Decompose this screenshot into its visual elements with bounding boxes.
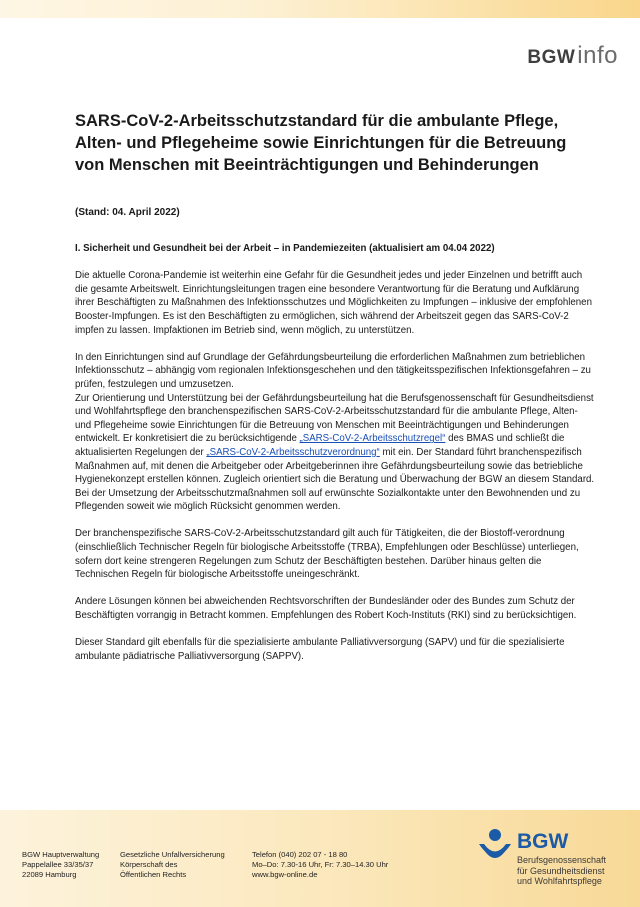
logo-subtitle-line: für Gesundheitsdienst <box>517 865 605 876</box>
footer-phone: Telefon (040) 202 07 - 18 80 <box>252 850 348 859</box>
top-decorative-band <box>0 0 640 18</box>
paragraph-2: In den Einrichtungen sind auf Grundlage der Gefährdungsbeurteilung die erforderlichen Maßnahmen zum betrieblichen Infektionsschutz – abhängig vom regionalen Infektionsgeschehen und den tätigkeitsspezifischen Infektionsgefahren – zu prüfen, festzulegen und umzusetzen. <box>75 351 591 390</box>
logo-wordmark: BGW <box>517 830 569 853</box>
footer-address-line: 22089 Hamburg <box>22 870 77 879</box>
document-title: SARS-CoV-2-Arbeitsschutzstandard für die ambulante Pflege, Alten- und Pflegeheime sowie Einrichtungen für die Betreuung von Menschen mit Beeinträchtigungen und Behinderungen <box>75 112 567 174</box>
paragraph-3-text-b: des BMAS und schließt die aktualisierten Regelungen der <box>75 433 565 458</box>
document-date: (Stand: 04. April 2022) <box>75 207 180 218</box>
logo-subtitle <box>517 855 606 887</box>
brand-light-text: info <box>577 42 618 69</box>
paragraph-5: Andere Lösungen können bei abweichenden Rechtsvorschriften der Bundesländer oder des Bundes zum Schutz der Beschäftigten vorrangig in Betracht kommen. Empfehlungen des Robert Koch-Instituts (RKI) sind zu berücksichtigen. <box>75 596 577 622</box>
footer-legal-line: Körperschaft des <box>120 860 178 869</box>
paragraph-3 <box>75 392 595 514</box>
footer-contact <box>252 850 388 880</box>
bgw-info-brand <box>527 42 618 70</box>
footer-address <box>22 850 99 880</box>
paragraph-1: Die aktuelle Corona-Pandemie ist weiterhin eine Gefahr für die Gesundheit jedes und jeder Einzelnen und betrifft auch die gesamte Arbeitswelt. Einrichtungsleitungen tragen eine besondere Verantwortung für die Beratung und Aufklärung ihrer Beschäftigten zu Maßnahmen des Infektionsschutzes und Möglichkeiten zu Impfungen – inklusive der empfohlenen Booster-Impfungen. Es ist den Beschäftigten zu ermöglichen, sich während der Arbeitszeit gegen das SARS-CoV-2 impfen zu lassen. Impfaktionen im Betrieb sind, wenn möglich, zu unterstützen. <box>75 270 592 336</box>
footer-legal <box>120 850 225 880</box>
paragraph-4: Der branchenspezifische SARS-CoV-2-Arbeitsschutzstandard gilt auch für Tätigkeiten, die der Biostoff-verordnung (einschließlich Technischer Regeln für biologische Arbeitsstoffe (TRBA), Empfehlungen oder Beschlüsse) unterliegen, sofern dort keine strengeren Regelungen zum Schutz der Beschäftigten bestehen. Darüber hinaus gelten die Technischen Regeln für biologische Arbeitsstoffe uneingeschränkt. <box>75 528 579 581</box>
bgw-logo <box>477 828 627 890</box>
paragraph-3-text-c: mit ein. Der Standard führt branchenspezifisch Maßnahmen auf, mit denen die Arbeitgeber oder Arbeitgeberinnen ihre Gefährdungsbeurteilung sowie das betriebliche Hygienekonzept erstellen können. Zugleich orientiert sich die Beratung und Überwachung der BGW an diesem Standard. Bei der Umsetzung der Arbeitsschutzmaßnahmen soll auf erwünschte Sozialkontakte unter den Bewohnenden und zu Pflegenden soweit wie möglich Rücksicht genommen werden. <box>75 446 595 513</box>
footer-address-line: BGW Hauptverwaltung <box>22 850 100 859</box>
link-arbeitsschutzverordnung[interactable]: „SARS-CoV-2-Arbeitsschutzverordnung“ <box>206 446 380 458</box>
bgw-logo-icon <box>477 828 513 864</box>
footer-address-line: Pappelallee 33/35/37 <box>22 860 94 869</box>
paragraph-6: Dieser Standard gilt ebenfalls für die spezialisierte ambulante Palliativversorgung (SAPV) und für die spezialisierte ambulante pädiatrische Palliativversorgung (SAPPV). <box>75 637 565 662</box>
footer-legal-line: Öffentlichen Rechts <box>120 870 187 879</box>
logo-subtitle-line: Berufsgenossenschaft <box>517 855 607 865</box>
section-heading: I. Sicherheit und Gesundheit bei der Arbeit – in Pandemiezeiten (aktualisiert am 04.04 2022) <box>75 243 495 254</box>
footer-website: www.bgw-online.de <box>252 870 318 879</box>
footer-hours: Mo–Do: 7.30-16 Uhr, Fr: 7.30–14.30 Uhr <box>252 860 389 869</box>
footer-legal-line: Gesetzliche Unfallversicherung <box>120 850 225 859</box>
link-arbeitsschutzregel[interactable]: „SARS-CoV-2-Arbeitsschutzregel“ <box>299 433 446 445</box>
logo-subtitle-line: und Wohlfahrtspflege <box>517 876 602 886</box>
brand-bold-text: BGW <box>527 47 576 68</box>
document-body <box>75 242 595 677</box>
paragraph-3-text-a: Zur Orientierung und Unterstützung bei der Gefährdungsbeurteilung hat die Berufsgenossenschaft für Gesundheitsdienst und Wohlfahrtspflege den branchenspezifischen SARS-CoV-2-Arbeitsschutzstandard für die ambulante Pflege, Alten- und Pflegeheime sowie Einrichtungen für die Betreuung von Menschen mit Beeinträchtigungen und Behinderungen entwickelt. Er konkretisiert die zu berücksichtigende <box>75 392 594 445</box>
